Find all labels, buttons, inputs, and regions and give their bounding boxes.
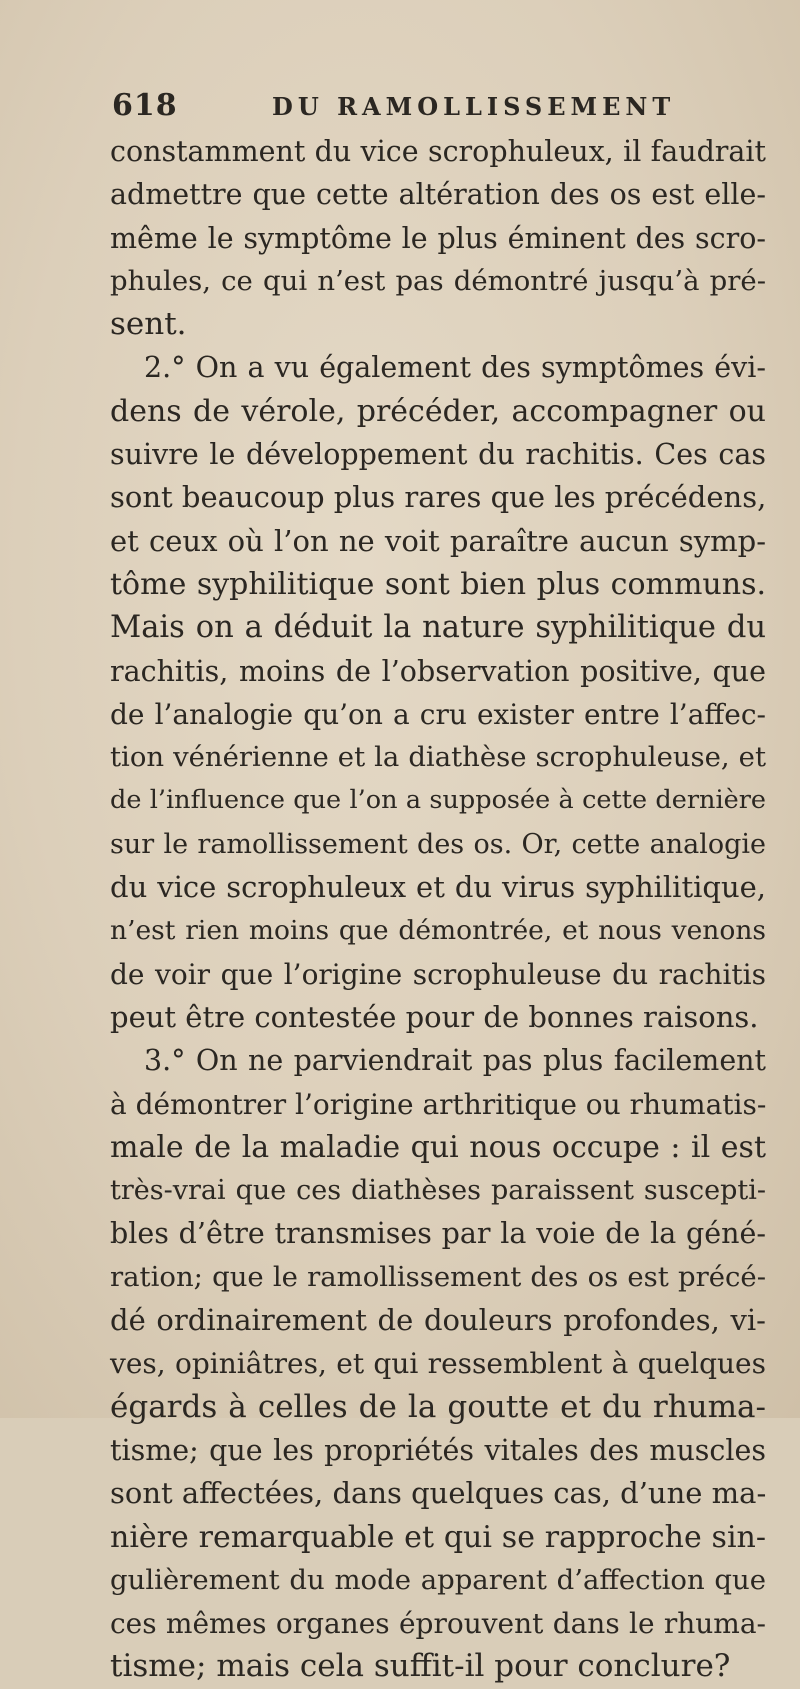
text-line: tôme syphilitique sont bien plus communs.	[110, 566, 766, 602]
text-line: constamment du vice scrophuleux, il faudrait	[110, 135, 766, 168]
text-line: de l’analogie qu’on a cru exister entre l’affec-	[110, 697, 766, 731]
text-line: et ceux où l’on ne voit paraître aucun symp-	[110, 523, 766, 558]
text-line: très-vrai que ces diathèses paraissent suscepti-	[110, 1175, 766, 1207]
text-line: sont affectées, dans quelques cas, d’une ma-	[110, 1476, 767, 1511]
text-line: même le symptôme le plus éminent des scro-	[110, 221, 766, 255]
text-line: rachitis, moins de l’observation positive, que	[110, 654, 766, 688]
text-line: ration; que le ramollissement des os est précé-	[110, 1260, 766, 1293]
text-line: 2.° On a vu également des symptômes évi-	[144, 351, 766, 385]
text-line: suivre le développement du rachitis. Ces cas	[110, 438, 766, 472]
text-line: de voir que l’origine scrophuleuse du rachitis	[110, 957, 766, 991]
running-head: DU RAMOLLISSEMENT	[272, 92, 676, 121]
text-line: male de la maladie qui nous occupe : il est	[110, 1129, 766, 1165]
text-line: Mais on a déduit la nature syphilitique du	[110, 610, 766, 646]
body-text	[110, 130, 766, 1689]
text-line: égards à celles de la goutte et du rhuma-	[110, 1388, 766, 1425]
text-line: ces mêmes organes éprouvent dans le rhuma-	[110, 1607, 766, 1641]
text-line: tisme; que les propriétés vitales des muscles	[110, 1433, 766, 1467]
text-line: sent.	[110, 306, 187, 343]
text-line: n’est rien moins que démontrée, et nous venons	[110, 915, 766, 947]
page-header	[112, 88, 712, 128]
text-line: dens de vérole, précéder, accompagner ou	[110, 393, 766, 429]
text-line: du vice scrophuleux et du virus syphilitique,	[110, 870, 766, 905]
text-line: 3.° On ne parviendrait pas plus facilement	[144, 1044, 766, 1078]
text-line: phules, ce qui n’est pas démontré jusqu’à pré-	[110, 264, 766, 297]
text-line: admettre que cette altération des os est elle-	[110, 178, 766, 212]
text-line: peut être contestée pour de bonnes raisons.	[110, 999, 759, 1034]
text-line: sont beaucoup plus rares que les précédens,	[110, 480, 767, 515]
text-line: ves, opiniâtres, et qui ressemblent à quelques	[110, 1347, 766, 1381]
text-line: tion vénérienne et la diathèse scrophuleuse, et	[110, 741, 766, 774]
text-line: nière remarquable et qui se rapproche sin-	[110, 1519, 766, 1555]
text-line: tisme; mais cela suffit-il pour conclure?	[110, 1648, 731, 1685]
text-line: gulièrement du mode apparent d’affection que	[110, 1563, 766, 1596]
text-line: à démontrer l’origine arthritique ou rhumatis-	[110, 1087, 767, 1121]
text-line: dé ordinairement de douleurs profondes, vi-	[110, 1303, 766, 1338]
text-line: sur le ramollissement des os. Or, cette analogie	[110, 828, 766, 860]
text-line: bles d’être transmises par la voie de la géné-	[110, 1217, 766, 1251]
page-number: 618	[112, 88, 178, 123]
text-line: de l’influence que l’on a supposée à cette dernière	[110, 785, 766, 816]
